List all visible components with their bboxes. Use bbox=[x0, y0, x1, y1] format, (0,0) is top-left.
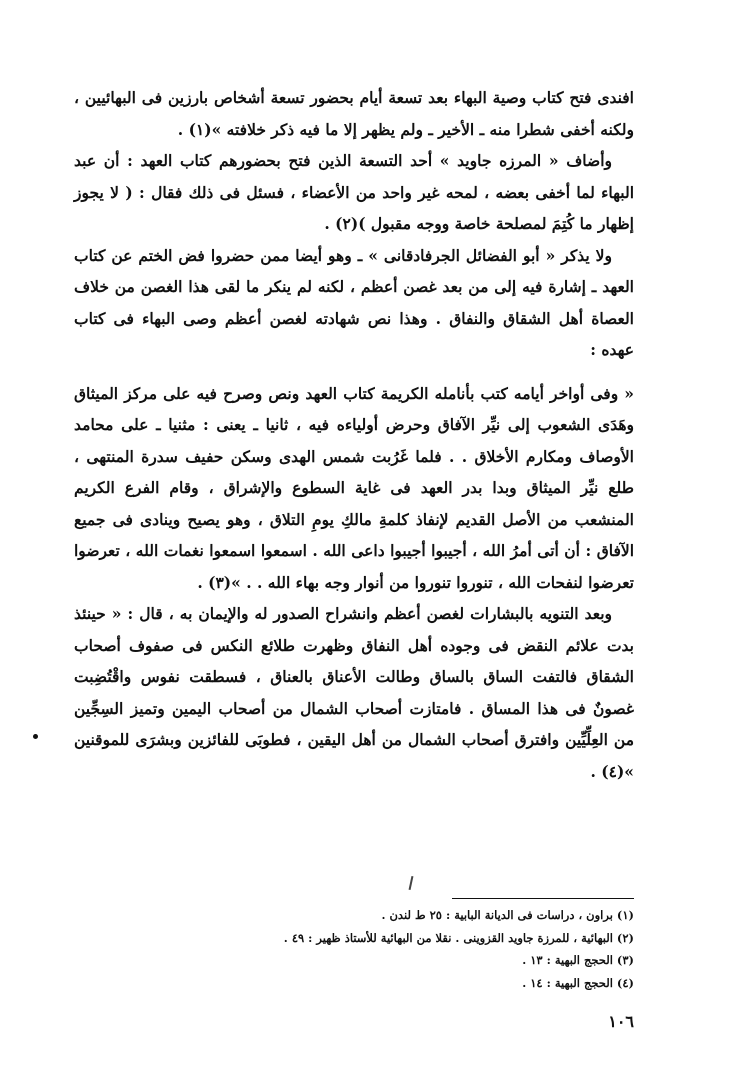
footnote-2: (٢) البهائية ، للمرزة جاويد القزوينى . نقلا من البهائية للأستاذ ظهير : ٤٩ . bbox=[283, 930, 634, 945]
paragraph-1: افندى فتح كتاب وصية البهاء بعد تسعة أيام بحضور تسعة أشخاص بارزين فى البهائيين ، ولكنه أخفى شطرا منه ـ الأخير ـ ولم يظهر إلا ما فيه ذكر خلافته »(١) . bbox=[74, 88, 634, 139]
footnote-divider bbox=[452, 898, 634, 899]
quote-gap bbox=[74, 366, 634, 378]
paragraph-5: وبعد التنويه بالبشارات لغصن أعظم وانشراح الصدور له والإيمان به ، قال : « حينئذ بدت علائم النقض فى وجوده أهل النفاق وظهرت طلائع النكس فى صفوف أصحاب الشقاق فالتفت الساق بالساق وطالت الأعناق بالعناق ، فسطقت نفوس واقْتُضِبت غصونٌ فى هذا المساق . فامتازت أصحاب الشمال من أصحاب اليمين وتميز السِجِّين من العِلِّيِّين وافترق أصحاب الشمال من أهل اليقين ، فطوبَى للفائزين وبشرَى للموقنين »(٤) . bbox=[74, 604, 634, 781]
page-number: ١٠٦ bbox=[608, 1012, 634, 1031]
margin-dot bbox=[33, 734, 38, 739]
footnote-3: (٣) الحجج البهية : ١٣ . bbox=[522, 953, 634, 967]
footnotes bbox=[200, 904, 634, 994]
margin-tick bbox=[409, 876, 414, 890]
main-text bbox=[74, 82, 634, 787]
footnote-1: (١) براون ، دراسات فى الديانة البابية : ٢٥ ط لندن . bbox=[381, 908, 634, 922]
paragraph-2: وأضاف « المرزه جاويد » أحد التسعة الذين فتح بحضورهم كتاب العهد : أن عبد البهاء لما أخفى بعضه ، لمحه غير واحد من الأعضاء ، فسئل فى ذلك فقال : ( لا يجوز إظهار ما كُتِمَ لمصلحة خاصة ووجه مقبول )(٢) . bbox=[74, 151, 634, 233]
paragraph-3: ولا يذكر « أبو الفضائل الجرفادقانى » ـ وهو أيضا ممن حضروا فض الختم عن كتاب العهد ـ إشارة فيه إلى من بعد غصن أعظم ، لكنه لم ينكر ما لقى هذا الغصن من خلاف العصاة أهل الشقاق والنفاق . وهذا نص شهادته لغصن أعظم وصى البهاء فى كتاب عهده : bbox=[74, 245, 634, 359]
footnote-4: (٤) الحجج البهية : ١٤ . bbox=[522, 975, 634, 990]
quote-paragraph: « وفى أواخر أيامه كتب بأنامله الكريمة كتاب العهد ونص وصرح فيه على مركز الميثاق وهَدَى الشعوب إلى نيِّر الآفاق وحرض أولياءه فيه ، ثانيا ـ يعنى : مثنيا ـ على محامد الأوصاف ومكارم الأخلاق . . فلما غَرُبت شمس الهدى وسكن حفيف سدرة المنتهى ، طلع نيِّر الميثاق وبدا بدر العهد فى غاية السطوع والإشراق ، وقام الفرع الكريم المنشعب من الأصل القديم لإنفاذ كلمةِ مالكِ يومِ التلاق ، وهو يصيح وينادى فى جميع الآفاق : أن أتى أمرُ الله ، أجيبوا أجيبوا داعى الله . اسمعوا اسمعوا نغمات الله ، تعرضوا تعرضوا لنفحات الله ، تنوروا تنوروا من أنوار وجه بهاء الله . . »(٣) . bbox=[74, 383, 634, 592]
